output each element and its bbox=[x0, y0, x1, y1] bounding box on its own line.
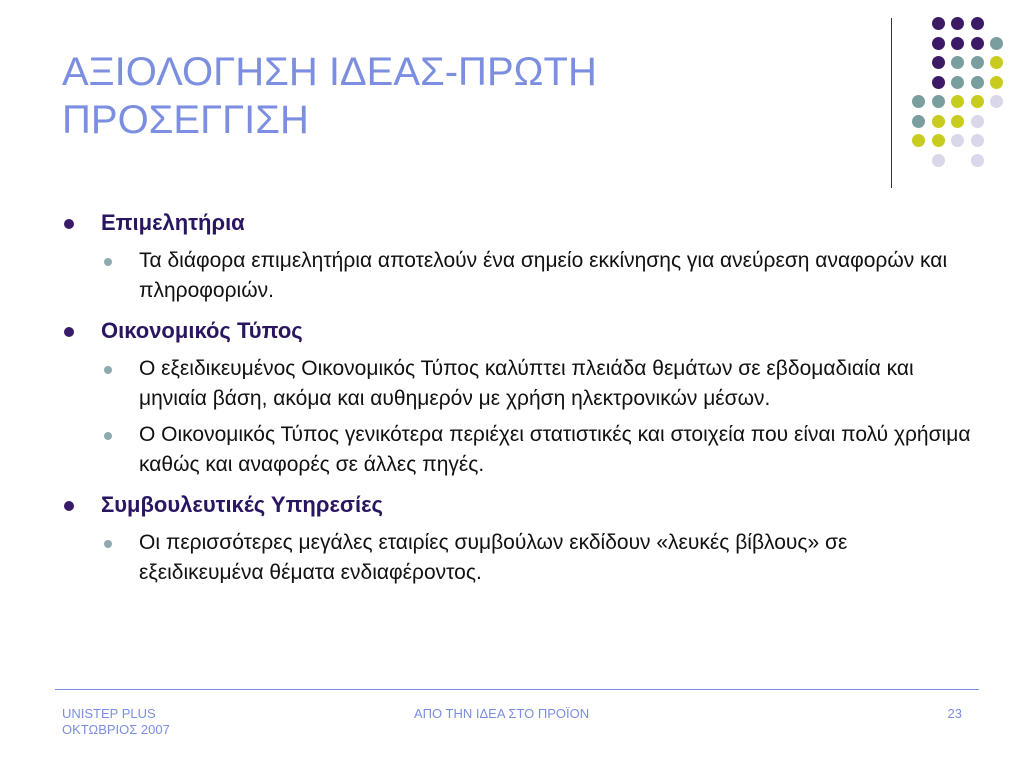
section-heading bbox=[64, 314, 974, 348]
decorative-dot bbox=[971, 134, 984, 147]
section-heading bbox=[64, 206, 974, 240]
bullet-item-text: Ο Οικονομικός Τύπος γενικότερα περιέχει στατιστικές και στοιχεία που είναι πολύ χρήσιμα καθώς και αναφορές σε άλλες πηγές. bbox=[139, 423, 971, 476]
decorative-dot bbox=[932, 134, 945, 147]
decorative-dot bbox=[990, 95, 1003, 108]
decorative-dot bbox=[951, 37, 964, 50]
bullet-icon bbox=[64, 327, 74, 337]
decorative-dot bbox=[990, 56, 1003, 69]
bullet-icon bbox=[104, 540, 112, 548]
slide-title-line-1: ΑΞΙΟΛΟΓΗΣΗ ΙΔΕΑΣ-ΠΡΩΤΗ bbox=[62, 50, 597, 94]
bullet-icon bbox=[64, 219, 74, 229]
decorative-dot bbox=[951, 76, 964, 89]
bullet-item-text: Οι περισσότερες μεγάλες εταιρίες συμβούλων εκδίδουν «λευκές βίβλους» σε εξειδικευμένα θέματα ενδιαφέροντος. bbox=[139, 531, 848, 584]
bullet-icon bbox=[104, 366, 112, 374]
slide-body bbox=[64, 198, 974, 588]
footer-left bbox=[62, 706, 170, 738]
decorative-dot bbox=[971, 76, 984, 89]
section-heading-text: Επιμελητήρια bbox=[101, 210, 245, 235]
decorative-dot bbox=[990, 76, 1003, 89]
decorative-dot bbox=[951, 115, 964, 128]
decorative-dot bbox=[971, 154, 984, 167]
decorative-dot bbox=[932, 115, 945, 128]
decorative-dot bbox=[971, 56, 984, 69]
decorative-dot bbox=[912, 134, 925, 147]
bullet-icon bbox=[64, 501, 74, 511]
section-heading-text: Οικονομικός Τύπος bbox=[101, 318, 303, 343]
decorative-dot bbox=[951, 134, 964, 147]
decorative-dot bbox=[912, 95, 925, 108]
section-heading bbox=[64, 488, 974, 522]
bullet-icon bbox=[104, 432, 112, 440]
section-heading-text: Συμβουλευτικές Υπηρεσίες bbox=[101, 492, 383, 517]
bullet-item-text: Ο εξειδικευμένος Οικονομικός Τύπος καλύπτει πλειάδα θεμάτων σε εβδομαδιαία και μηνιαία βάση, ακόμα και αυθημερόν με χρήση ηλεκτρονικών μέσων. bbox=[139, 357, 914, 410]
footer-date: ΟΚΤΩΒΡΙΟΣ 2007 bbox=[62, 722, 170, 737]
footer-organization: UNISTEP PLUS bbox=[62, 706, 156, 721]
bullet-item bbox=[64, 420, 974, 480]
decorative-dot bbox=[951, 56, 964, 69]
bullet-item-text: Τα διάφορα επιμελητήρια αποτελούν ένα σημείο εκκίνησης για ανεύρεση αναφορών και πληροφοριών. bbox=[139, 249, 948, 302]
decorative-dot bbox=[932, 37, 945, 50]
footer-center: ΑΠΟ ΤΗΝ ΙΔΕΑ ΣΤΟ ΠΡΟΪΟΝ bbox=[414, 706, 590, 721]
bullet-item bbox=[64, 528, 974, 588]
footer-divider bbox=[55, 689, 979, 690]
decorative-dot bbox=[932, 56, 945, 69]
decorative-dot bbox=[932, 76, 945, 89]
bullet-item bbox=[64, 354, 974, 414]
decorative-dot bbox=[932, 154, 945, 167]
decorative-dot bbox=[932, 95, 945, 108]
slide-title bbox=[62, 48, 862, 144]
slide-title-line-2: ΠΡΟΣΕΓΓΙΣΗ bbox=[62, 98, 309, 142]
decorative-divider bbox=[891, 18, 892, 188]
bullet-item bbox=[64, 246, 974, 306]
decorative-dot bbox=[971, 37, 984, 50]
decorative-dot bbox=[990, 37, 1003, 50]
decorative-dot bbox=[951, 17, 964, 30]
decorative-dot bbox=[971, 17, 984, 30]
bullet-icon bbox=[104, 258, 112, 266]
decorative-dot bbox=[971, 95, 984, 108]
decorative-dot bbox=[932, 17, 945, 30]
decorative-dot bbox=[912, 115, 925, 128]
decorative-dot bbox=[951, 95, 964, 108]
decorative-dot bbox=[971, 115, 984, 128]
page-number: 23 bbox=[947, 706, 962, 721]
